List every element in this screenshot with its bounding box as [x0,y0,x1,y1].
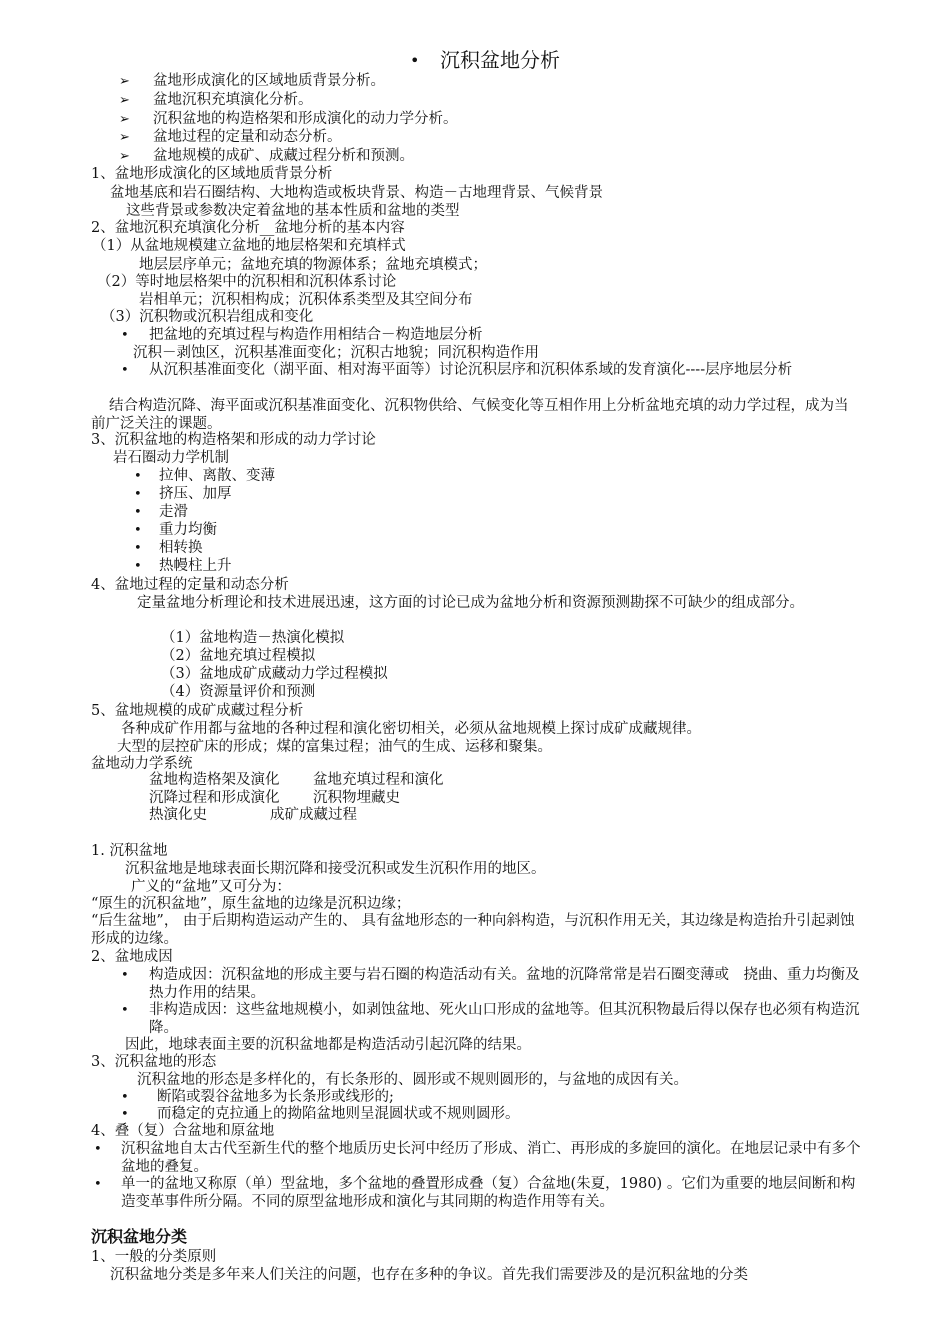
outline-item: 盆地规模的成矿、成藏过程分析和预测。 [153,148,414,164]
paragraph: 岩相单元；沉积相构成；沉积体系类型及其空间分布 [139,292,473,308]
subheading: （2）等时地层格架中的沉积相和沉积体系讨论 [97,274,397,290]
section-title: 沉积盆地分类 [91,1227,188,1246]
bullet-icon: • [121,328,129,343]
bullet-item: 相转换 [159,540,203,556]
system-cell: 成矿成藏过程 [270,807,357,823]
subheading: （3）沉积物或沉积岩组成和变化 [101,309,314,325]
subheading: 盆地动力学系统 [91,756,193,772]
paragraph: 大型的层控矿床的形成；煤的富集过程；油气的生成、运移和聚集。 [117,739,552,755]
system-cell: 沉降过程和形成演化 [149,790,280,806]
bullet-icon: • [134,487,142,502]
paragraph: 沉积盆地是地球表面长期沉降和接受沉积或发生沉积作用的地区。 [125,861,546,877]
section-heading: 1、一般的分类原则 [91,1249,217,1265]
paragraph: 盆地基底和岩石圈结构、大地构造或板块背景、构造－古地理背景、气候背景 [110,185,603,201]
arrow-bullet-icon: ➢ [119,130,130,145]
bullet-item: 把盆地的充填过程与构造作用相结合－构造地层分析 [149,327,483,343]
outline-item: 盆地过程的定量和动态分析。 [153,129,342,145]
system-cell: 盆地构造格架及演化 [149,772,280,788]
bullet-item: 拉伸、离散、变薄 [159,468,275,484]
subheading: （1）从盆地规模建立盆地的地层格架和充填样式 [92,238,406,254]
list-item: （1）盆地构造－热演化模拟 [161,630,345,646]
bullet-item: 断陷或裂谷盆地多为长条形或线形的; [157,1089,394,1105]
list-item: （4）资源量评价和预测 [161,684,316,700]
bullet-icon: • [134,523,142,538]
bullet-item: 沉积盆地自太古代至新生代的整个地质历史长河中经历了形成、消亡、再形成的多旋回的演化。在地层记录中有多个盆地的叠复。 [121,1141,861,1175]
bullet-item: 构造成因：沉积盆地的形成主要与岩石圈的构造活动有关。盆地的沉降常常是岩石圈变薄或 挠曲、重力均衡及热力作用的结果。 [149,967,860,1001]
bullet-icon: • [121,1090,129,1105]
bullet-icon: • [134,559,142,574]
system-cell: 沉积物埋藏史 [313,790,400,806]
section-heading: 2、盆地成因 [91,949,173,965]
outline-item: 盆地形成演化的区域地质背景分析。 [153,73,385,89]
bullet-icon: • [134,541,142,556]
bullet-icon: • [134,505,142,520]
system-cell: 热演化史 [149,807,207,823]
bullet-item: 非构造成因：这些盆地规模小，如剥蚀盆地、死火山口形成的盆地等。但其沉积物最后得以保存也必须有构造沉降。 [149,1002,860,1036]
bullet-icon: • [121,968,129,983]
bullet-icon: • [94,1142,102,1157]
arrow-bullet-icon: ➢ [119,149,130,164]
bullet-item: 走滑 [159,504,188,520]
paragraph: “后生盆地”， 由于后期构造运动产生的、 具有盆地形态的一种向斜构造，与沉积作用无关，其边缘是构造抬升引起剥蚀形成的边缘。 [91,913,855,947]
paragraph: 地层层序单元；盆地充填的物源体系；盆地充填模式； [139,257,487,273]
paragraph: “原生的沉积盆地”，原生盆地的边缘是沉积边缘； [91,896,411,912]
bullet-item: 重力均衡 [159,522,217,538]
section-heading: 5、盆地规模的成矿成藏过程分析 [91,703,304,719]
bullet-item: 从沉积基准面变化（湖平面、相对海平面等）讨论沉积层序和沉积体系域的发育演化----层序地层分析 [149,362,793,378]
paragraph: 结合构造沉降、海平面或沉积基准面变化、沉积物供给、气候变化等互相作用上分析盆地充填的动力学过程，成为当前广泛关注的课题。 [91,398,849,432]
bullet-icon: • [121,363,129,378]
section-heading: 3、沉积盆地的形态 [91,1054,217,1070]
arrow-bullet-icon: ➢ [119,93,130,108]
bullet-item: 挤压、加厚 [159,486,232,502]
arrow-bullet-icon: ➢ [119,74,130,89]
paragraph: 沉积盆地的形态是多样化的，有长条形的、圆形或不规则圆形的，与盆地的成因有关。 [137,1072,688,1088]
bullet-icon: • [121,1003,129,1018]
paragraph: 因此，地球表面主要的沉积盆地都是构造活动引起沉降的结果。 [125,1037,531,1053]
outline-item: 盆地沉积充填演化分析。 [153,92,313,108]
paragraph: 沉积盆地分类是多年来人们关注的问题，也存在多种的争议。首先我们需要涉及的是沉积盆地的分类 [110,1267,748,1283]
bullet-item: 热幔柱上升 [159,558,232,574]
system-cell: 盆地充填过程和演化 [313,772,444,788]
arrow-bullet-icon: ➢ [119,112,130,127]
list-item: （3）盆地成矿成藏动力学过程模拟 [161,666,388,682]
bullet-icon: • [121,1107,129,1122]
page-title: 沉积盆地分析 [440,48,560,72]
outline-item: 沉积盆地的构造格架和形成演化的动力学分析。 [153,111,458,127]
title-bullet-icon: • [410,51,420,70]
bullet-item: 而稳定的克拉通上的拗陷盆地则呈混圆状或不规则圆形。 [157,1106,520,1122]
paragraph: 这些背景或参数决定着盆地的基本性质和盆地的类型 [126,203,460,219]
paragraph: 沉积－剥蚀区，沉积基准面变化；沉积古地貌；同沉积构造作用 [133,345,539,361]
section-heading: 4、盆地过程的定量和动态分析 [91,577,289,593]
list-item: （2）盆地充填过程模拟 [161,648,316,664]
paragraph: 定量盆地分析理论和技术进展迅速，这方面的讨论已成为盆地分析和资源预测勘探不可缺少的组成部分。 [137,595,804,611]
section-heading: 2、盆地沉积充填演化分析__盆地分析的基本内容 [91,220,405,236]
bullet-icon: • [94,1177,102,1192]
paragraph: 各种成矿作用都与盆地的各种过程和演化密切相关，必须从盆地规模上探讨成矿成藏规律。 [121,721,701,737]
section-heading: 4、叠（复）合盆地和原盆地 [91,1123,275,1139]
bullet-item: 单一的盆地又称原（单）型盆地，多个盆地的叠置形成叠（复）合盆地(朱夏，1980) 。它们为重要的地层间断和构造变革事件所分隔。不同的原型盆地形成和演化与其同期的构造作用等有关。 [121,1176,856,1210]
section-heading: 3、沉积盆地的构造格架和形成的动力学讨论 [91,432,376,448]
subheading: 岩石圈动力学机制 [113,450,229,466]
section-heading: 1. 沉积盆地 [91,843,168,859]
paragraph: 广义的“盆地”又可分为： [131,879,291,895]
section-heading: 1、盆地形成演化的区域地质背景分析 [91,166,333,182]
bullet-icon: • [134,469,142,484]
